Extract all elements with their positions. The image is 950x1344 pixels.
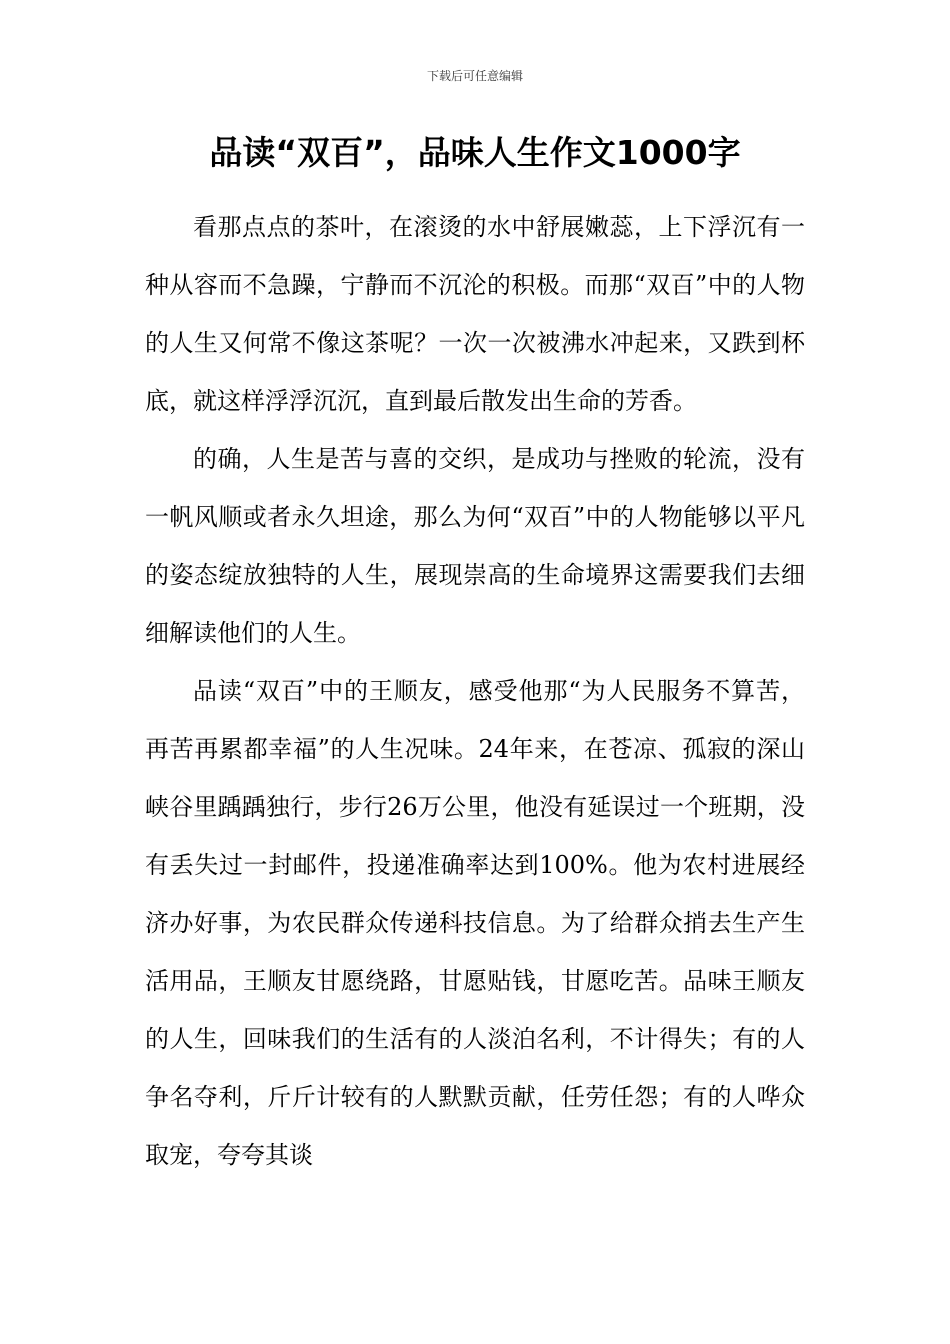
header-note: 下载后可任意编辑 — [426, 69, 523, 83]
paragraph-1: 看那点点的茶叶，在滚烫的水中舒展嫩蕊，上下浮沉有一种从容而不急躁，宁静而不沉沦的积极。而那“双百”中的人物的人生又何常不像这茶呢？一次一次被沸水冲起来，又跌到杯底，就这样浮浮沉沉，直到最后散发出生命的芳香。 — [145, 213, 805, 415]
paragraph-2: 的确，人生是苦与喜的交织，是成功与挫败的轮流，没有一帆风顺或者永久坦途，那么为何“双百”中的人物能够以平凡的姿态绽放独特的人生，展现崇高的生命境界这需要我们去细细解读他们的人生。 — [145, 445, 805, 647]
document-title: 品读“双百”，品味人生作文1000字 — [209, 133, 741, 172]
paragraph-3: 品读“双百”中的王顺友，感受他那“为人民服务不算苦，再苦再累都幸福”的人生况味。24年来，在苍凉、孤寂的深山峡谷里踽踽独行，步行26万公里，他没有延误过一个班期，没有丢失过一封邮件，投递准确率达到100%。他为农村进展经济办好事，为农民群众传递科技信息。为了给群众捎去生产生活用品，王顺友甘愿绕路，甘愿贴钱，甘愿吃苦。品味王顺友的人生，回味我们的生活有的人淡泊名利，不计得失；有的人争名夺利，斤斤计较有的人默默贡献，任劳任怨；有的人哗众取宠，夸夸其谈 — [145, 677, 805, 1169]
document-body — [145, 198, 805, 1184]
